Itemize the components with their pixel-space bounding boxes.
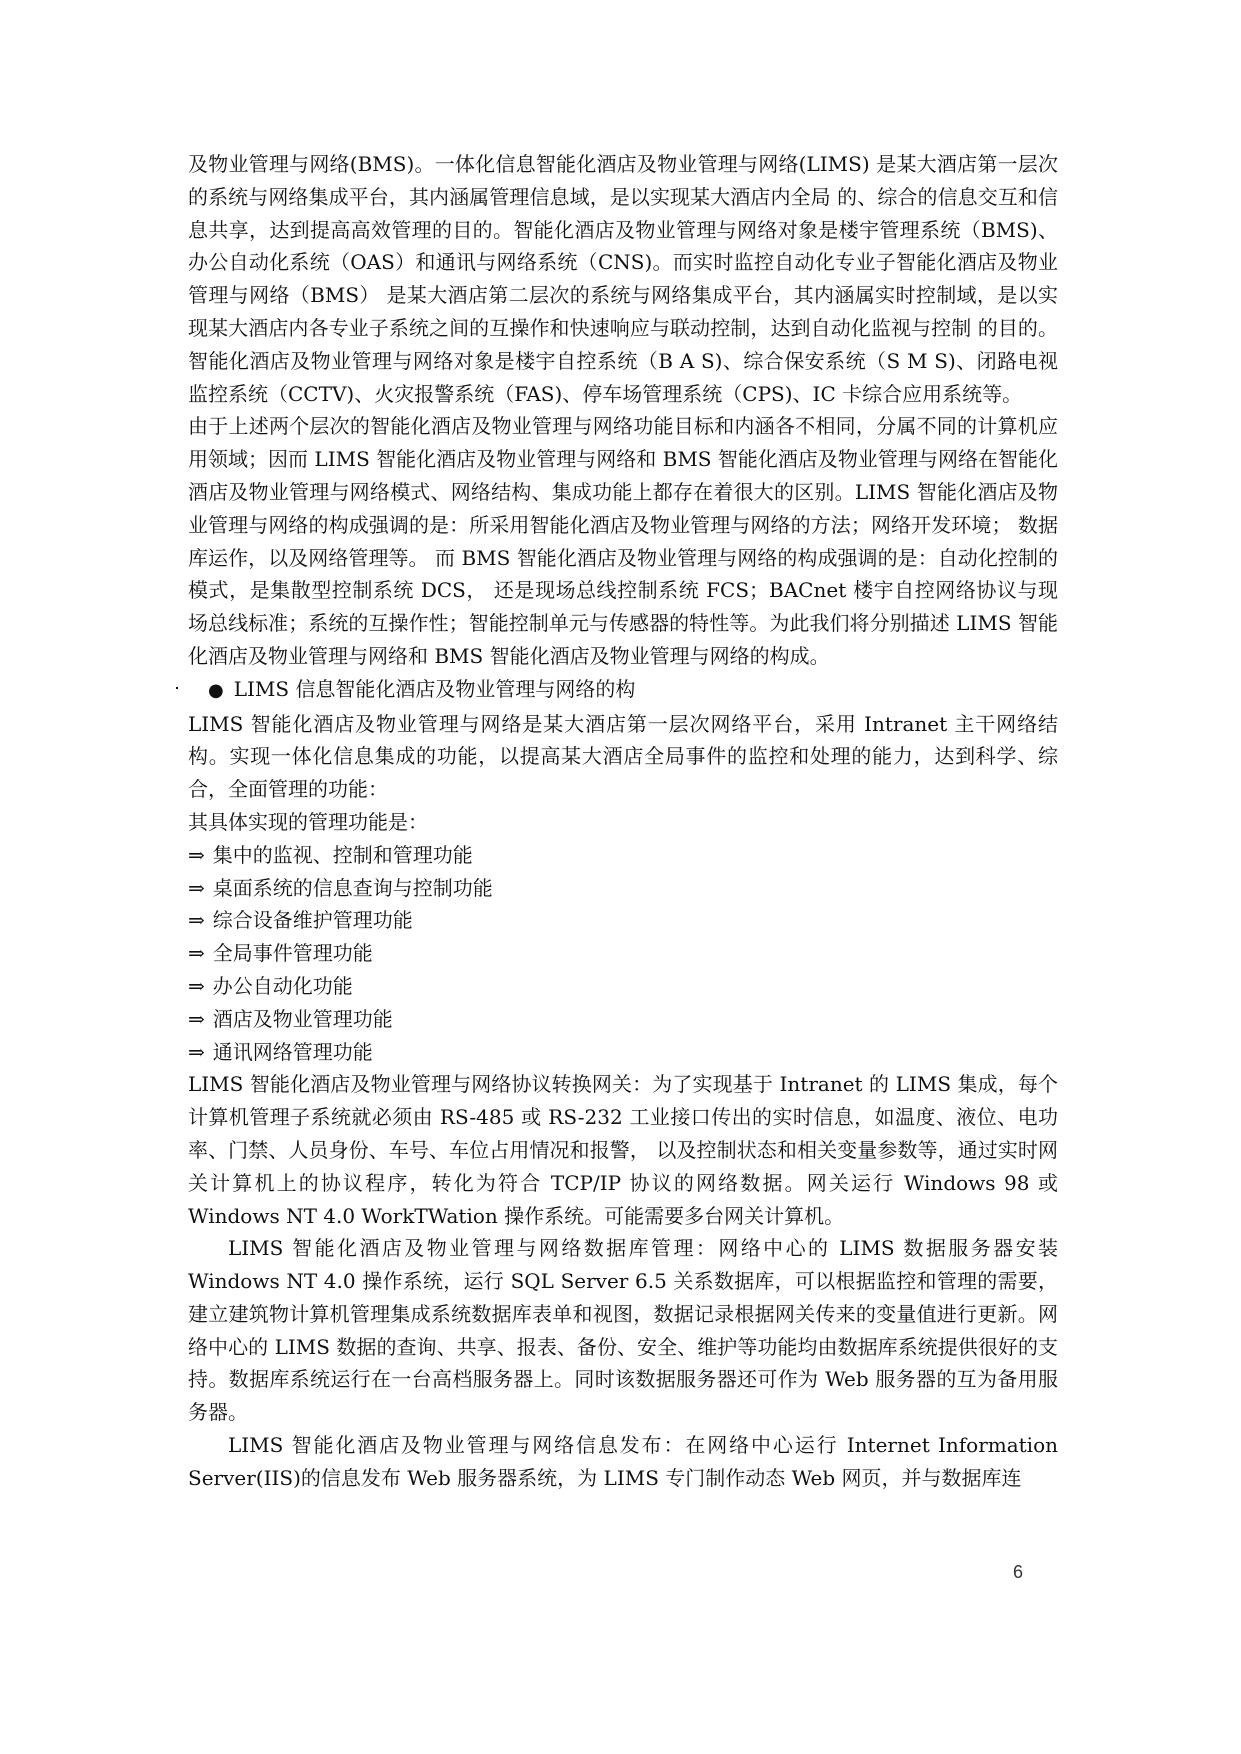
- paragraph-system-levels: 及物业管理与网络(BMS)。一体化信息智能化酒店及物业管理与网络(LIMS) 是某大酒店第一层次的系统与网络集成平台，其内涵属管理信息域，是以实现某大酒店内全局 的、综合的信息交互和信息共享，达到提高高效管理的目的。智能化酒店及物业管理与网络对象是楼宇管理系统（BMS)、办公自动化系统（OAS）和通讯与网络系统（CNS)。而实时监控自动化专业子智能化酒店及物业管理与网络（BMS） 是某大酒店第二层次的系统与网络集成平台，其内涵属实时控制域，是以实现某大酒店内各专业子系统之间的互操作和快速响应与联动控制，达到自动化监视与控制 的目的。智能化酒店及物业管理与网络对象是楼宇自控系统（B A S)、综合保安系统（S M S)、闭路电视监控系统（CCTV)、火灾报警系统（FAS)、停车场管理系统（CPS)、IC 卡综合应用系统等。: [188, 152, 1058, 406]
- paragraph-differences: 由于上述两个层次的智能化酒店及物业管理与网络功能目标和内涵各不相同，分属不同的计算机应用领域；因而 LIMS 智能化酒店及物业管理与网络和 BMS 智能化酒店及物业管理与网络在智能化酒店及物业管理与网络模式、网络结构、集成功能上都存在着很大的区别。LIMS 智能化酒店及物业管理与网络的构成强调的是：所采用智能化酒店及物业管理与网络的方法；网络开发环境； 数据库运作，以及网络管理等。 而 BMS 智能化酒店及物业管理与网络的构成强调的是：自动化控制的模式，是集散型控制系统 DCS， 还是现场总线控制系统 FCS；BACnet 楼宇自控网络协议与现场总线标准；系统的互操作性；智能控制单元与传感器的特性等。为此我们将分别描述 LIMS 智能化酒店及物业管理与网络和 BMS 智能化酒店及物业管理与网络的构成。: [188, 414, 1058, 668]
- section-heading: [188, 673, 1058, 708]
- paragraph-publish: LIMS 智能化酒店及物业管理与网络信息发布：在网络中心运行 Internet Information Server(IIS)的信息发布 Web 服务器系统，为 LIMS 专门制作动态 Web 网页，并与数据库连: [188, 1433, 1058, 1490]
- list-item: [188, 1036, 1058, 1069]
- arrow-icon: ⇒: [188, 941, 205, 966]
- list-item-text: 集中的监视、控制和管理功能: [212, 842, 473, 867]
- paragraph-database: LIMS 智能化酒店及物业管理与网络数据库管理：网络中心的 LIMS 数据服务器安装 Windows NT 4.0 操作系统，运行 SQL Server 6.5 关系数据库，可以根据监控和管理的需要，建立建筑物计算机管理集成系统数据库表单和视图，数据记录根据网关传来的变量值进行更新。网络中心的 LIMS 数据的查询、共享、报表、备份、安全、维护等功能均由数据库系统提供很好的支持。数据库系统运行在一台高档服务器上。同时该数据服务器还可作为 Web 服务器的互为备用服务器。: [188, 1236, 1058, 1425]
- arrow-icon: ⇒: [188, 842, 205, 867]
- paragraph-lims-intro: LIMS 智能化酒店及物业管理与网络是某大酒店第一层次网络平台，采用 Intranet 主干网络结构。实现一体化信息集成的功能，以提高某大酒店全局事件的监控和处理的能力，达到科学、综合，全面管理的功能：: [188, 711, 1058, 802]
- arrow-icon: ⇒: [188, 1039, 205, 1064]
- paragraph-gateway: LIMS 智能化酒店及物业管理与网络协议转换网关：为了实现基于 Intranet 的 LIMS 集成，每个计算机管理子系统就必须由 RS-485 或 RS-232 工业接口传出的实时信息，如温度、液位、电功率、门禁、人员身份、车号、车位占用情况和报警， 以及控制状态和相关变量参数等，通过实时网关计算机上的协议程序，转化为符合 TCP/IP 协议的网络数据。网关运行 Windows 98 或 Windows NT 4.0 WorkTWation 操作系统。可能需要多台网关计算机。: [188, 1072, 1058, 1228]
- bullet-icon: ●: [208, 679, 224, 701]
- list-item-text: 全局事件管理功能: [212, 941, 373, 966]
- body-text: [188, 148, 1058, 1495]
- list-item-text: 综合设备维护管理功能: [212, 908, 413, 933]
- arrow-icon: ⇒: [188, 875, 205, 900]
- list-item: [188, 904, 1058, 937]
- arrow-icon: ⇒: [188, 973, 205, 998]
- list-item-text: 通讯网络管理功能: [212, 1039, 373, 1064]
- list-item: [188, 872, 1058, 905]
- arrow-icon: ⇒: [188, 908, 205, 933]
- list-item-text: 办公自动化功能: [212, 973, 353, 998]
- list-item: [188, 970, 1058, 1003]
- list-item-text: 桌面系统的信息查询与控制功能: [212, 875, 493, 900]
- function-list: [188, 839, 1058, 1069]
- margin-dot: [176, 687, 178, 689]
- arrow-icon: ⇒: [188, 1006, 205, 1031]
- list-item: [188, 839, 1058, 872]
- page-number: 6: [1013, 1562, 1024, 1582]
- functions-intro: 其具体实现的管理功能是：: [188, 809, 428, 834]
- list-item: [188, 937, 1058, 970]
- list-item: [188, 1003, 1058, 1036]
- section-heading-text: LIMS 信息智能化酒店及物业管理与网络的构: [233, 676, 636, 701]
- list-item-text: 酒店及物业管理功能: [212, 1006, 393, 1031]
